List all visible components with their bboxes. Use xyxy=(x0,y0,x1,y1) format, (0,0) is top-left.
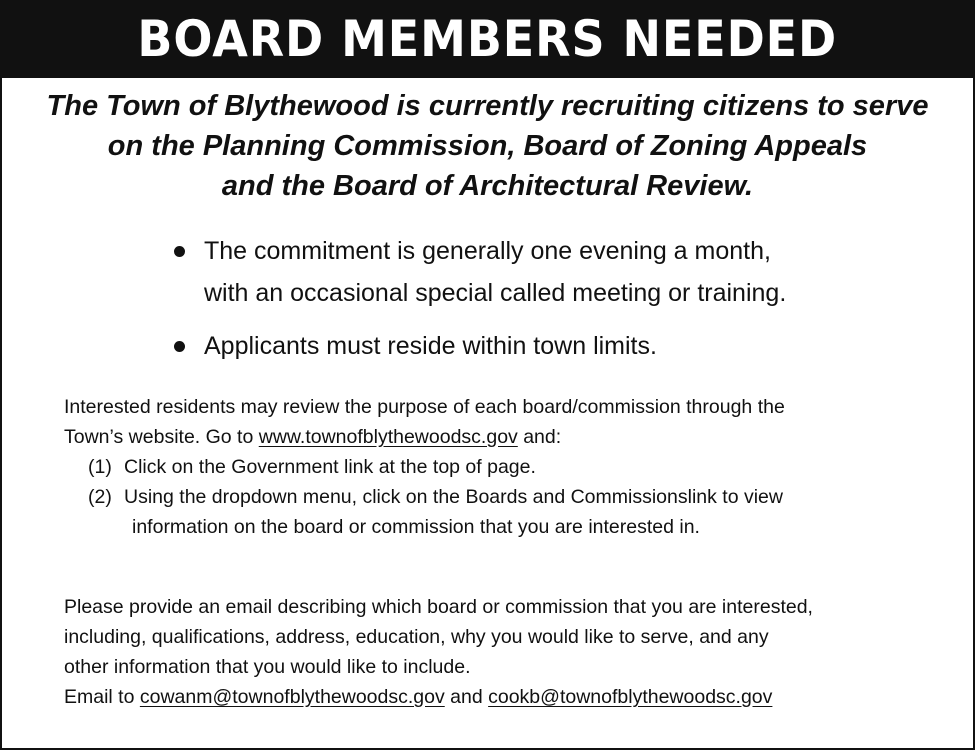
header-banner xyxy=(0,0,975,78)
step-number: (2) xyxy=(88,486,112,508)
intro-line: and the Board of Architectural Review. xyxy=(221,170,754,202)
bullet-icon xyxy=(174,246,185,257)
contact-text: Please provide an email describing which board or commission that you are interested, xyxy=(64,596,813,618)
list-item xyxy=(170,325,890,367)
page-title: BOARD MEMBERS NEEDED xyxy=(137,10,838,68)
instructions-text xyxy=(64,422,944,452)
requirements-list xyxy=(170,230,890,367)
email-joiner: and xyxy=(444,686,489,708)
contact-text: other information that you would like to include. xyxy=(64,656,471,678)
email-link-cowanm[interactable]: cowanm@townofblythewoodsc.gov xyxy=(139,686,445,708)
email-link-cookb[interactable]: cookb@townofblythewoodsc.gov xyxy=(488,686,773,708)
bullet-icon xyxy=(174,341,185,352)
step-item xyxy=(64,452,944,482)
step-text-continuation: information on the board or commission that you are interested in. xyxy=(132,516,700,538)
intro-line: The Town of Blythewood is currently recruiting citizens to serve xyxy=(46,90,929,122)
step-item xyxy=(64,482,944,512)
step-text: Using the dropdown menu, click on the Boards and Commissionslink to view xyxy=(124,486,783,508)
email-line xyxy=(64,682,944,712)
instructions-section xyxy=(64,392,944,542)
instructions-text-prefix: Town’s website. Go to xyxy=(64,426,259,448)
contact-section xyxy=(64,592,944,712)
step-text: Click on the Government link at the top of page. xyxy=(124,456,536,478)
website-link[interactable]: www.townofblythewoodsc.gov xyxy=(258,426,518,448)
list-item-text: The commitment is generally one evening a month, xyxy=(204,237,771,265)
intro-statement xyxy=(10,86,965,206)
contact-text: including, qualifications, address, education, why you would like to serve, and any xyxy=(64,626,769,648)
step-number: (1) xyxy=(88,456,112,478)
email-prefix: Email to xyxy=(64,686,140,708)
list-item xyxy=(170,230,890,314)
list-item-text: with an occasional special called meeting or training. xyxy=(204,279,787,307)
instructions-text-suffix: and: xyxy=(517,426,562,448)
instructions-text: Interested residents may review the purpose of each board/commission through the xyxy=(64,396,785,418)
list-item-text: Applicants must reside within town limits. xyxy=(204,332,657,360)
intro-line: on the Planning Commission, Board of Zoning Appeals xyxy=(107,130,868,162)
